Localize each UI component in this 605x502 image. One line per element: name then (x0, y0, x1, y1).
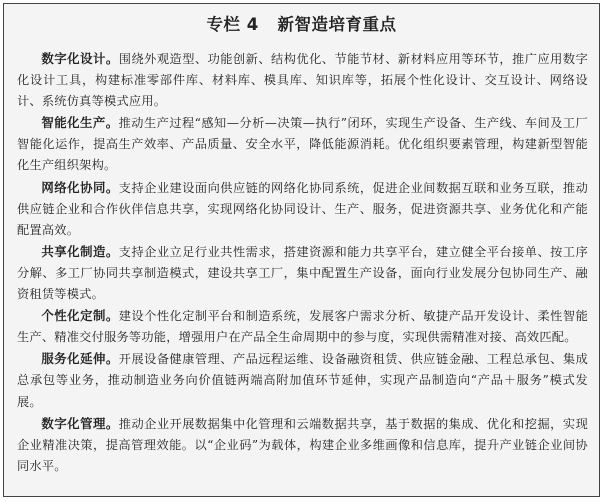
paragraph-personalized-customization (17, 305, 588, 348)
paragraph-service-extension (17, 348, 588, 412)
paragraph-digital-management (17, 413, 588, 477)
paragraph-heading: 个性化定制。 (41, 308, 119, 324)
sidebar-box (3, 3, 600, 497)
paragraph-shared-manufacturing (17, 241, 588, 305)
paragraph-body: 支持企业立足行业共性需求，搭建资源和能力共享平台，建立健全平台接单、按工序分解、多工厂协同共享制造模式，建设共享工厂，集中配置生产设备，面向行业发展分包协同生产、融资租赁等模式。 (17, 244, 589, 302)
paragraph-body: 推动企业开展数据集中化管理和云端数据共享，基于数据的集成、优化和挖掘，实现企业精准决策，提高管理效能。以“企业码”为载体，构建企业多维画像和信息库，提升产业链企业间协同水平。 (17, 416, 589, 473)
paragraph-body: 推动生产过程“感知—分析—决策—执行”闭环，实现生产设备、生产线、车间及工厂智能化运作，提高生产效率、产品质量、安全水平，降低能源消耗。优化组织要素管理，构建新型智能化生产组织架构。 (17, 116, 588, 173)
paragraph-heading: 网络化协同。 (41, 179, 119, 195)
paragraph-body: 围绕外观造型、功能创新、结构优化、节能节材、新材料应用等环节，推广应用数字化设计工具，构建标准零部件库、材料库、模具库、知识库等，拓展个性化设计、交互设计、网络设计、系统仿真等模式应用。 (17, 52, 589, 109)
paragraph-body: 建设个性化定制平台和制造系统，发展客户需求分析、敏捷产品开发设计、柔性智能生产、精准交付服务等功能，增强用户在产品全生命周期中的参与度，实现供需精准对接、高效匹配。 (17, 309, 589, 345)
paragraph-networked-collaboration (17, 177, 588, 241)
box-content (17, 48, 588, 477)
box-title: 专栏 4 新智造培育重点 (206, 15, 397, 34)
paragraph-smart-production (17, 112, 588, 176)
paragraph-digital-design (17, 48, 588, 112)
paragraph-heading: 共享化制造。 (41, 243, 119, 259)
paragraph-body: 开展设备健康管理、产品远程运维、设备融资租赁、供应链金融、工程总承包、集成总承包等业务，推动制造业务向价值链两端高附加值环节延伸，实现产品制造向“产品＋服务”模式发展。 (17, 352, 589, 409)
paragraph-body: 支持企业建设面向供应链的网络化协同系统，促进企业间数据互联和业务互联，推动供应链企业和合作伙伴信息共享，实现网络化协同设计、生产、服务，促进资源共享、业务优化和产能配置高效。 (17, 180, 589, 237)
paragraph-heading: 智能化生产。 (41, 115, 119, 131)
paragraph-heading: 数字化管理。 (41, 415, 119, 431)
paragraph-heading: 数字化设计。 (41, 51, 119, 66)
paragraph-heading: 服务化延伸。 (41, 351, 119, 367)
